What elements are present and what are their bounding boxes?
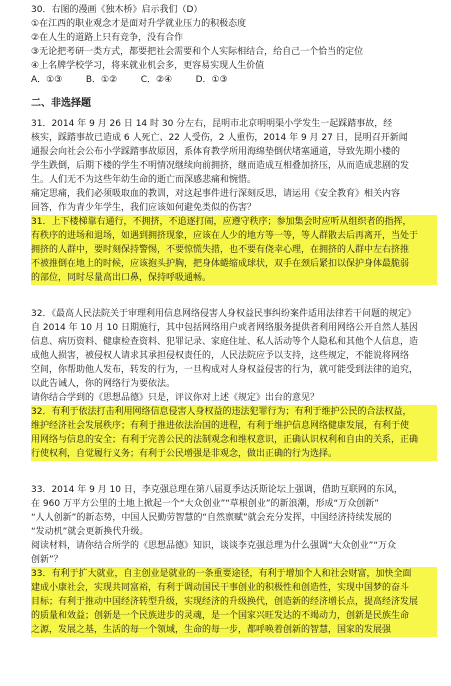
question-33-text-2: 在 960 万平方公里的土地上掀起一个“大众创业”“草根创业”的新浪潮，形成“万众创新” — [31, 499, 379, 509]
answer-32-line-2: 维护经济社会发展秩序；有利于推进依法治国的进程，有利于维护信息网络健康发展，有利于使 — [31, 421, 410, 431]
question-32-text-3: 信息、病历资料、健康检查资料、犯罪记录、家庭住址、私人活动等个人隐私和其他个人信息，造 — [31, 337, 419, 347]
option-d: D．①③ — [195, 75, 228, 85]
answer-31-line-3: 拥挤的人群中，要时刻保持警惕，不要惊慌失措，也不要有侥幸心理，在拥挤的人群中左右挤推 — [31, 245, 410, 255]
question-32 — [31, 307, 437, 461]
question-32-text-4: 成他人损害，被侵权人请求其承担侵权责任的，人民法院应予以支持，这些规定，不能说将网络 — [31, 351, 410, 361]
question-32-text-1: 32．《最高人民法院关于审理利用信息网络侵害人身权益民事纠纷案件适用法律若干问题的规定》 — [31, 309, 416, 319]
question-31-prompt-1: 痛定思痛，我们必须吸取血的教训，对这起事件进行深刻反思，请运用《安全教育》相关内容 — [31, 189, 401, 199]
question-33 — [31, 483, 437, 637]
question-31-answer — [31, 215, 437, 285]
question-31-text-4: 学生跌倒，后期下楼的学生不明情况继续向前拥挤，继而造成互相叠加挤压，从而造成悲剧的发 — [31, 161, 410, 171]
answer-31-line-2: 有秩序的进场和退场，如遇到拥挤现象，应该在人少的地方等一等，等人群散去后再离开，当处于 — [31, 231, 419, 241]
answer-32-line-3: 用网络与信息的安全；有利于完善公民的法制观念和维权意识，正确认识权利和自由的关系，正确 — [31, 435, 419, 445]
question-32-prompt: 请你结合学到的《思想品德》只是，评议你对上述《规定》出台的意见？ — [31, 393, 320, 403]
question-32-text-2: 自 2014 年 10 月 10 日期施行，其中包括网络用户或者网络服务提供者利用网络公开自然人基因 — [31, 323, 418, 333]
question-31 — [31, 117, 437, 285]
answer-31-line-4: 不被推倒在地上的时候，应该抱头护胸，把身体蜷缩成球状，双手在颈后紧扣以保护身体最脆弱 — [31, 259, 410, 269]
answer-33-line-5: 之源，发展之基，生活的每一个领域，生命的每一步，都呼唤着创新的智慧，国家的发展强 — [31, 625, 392, 635]
question-30 — [31, 3, 437, 87]
question-33-answer — [31, 567, 437, 637]
answer-31-line-1: 31．上下楼梯靠右通行，不拥挤，不追逐打闹，应遵守秩序；参加集会时应听从组织者的指挥， — [31, 217, 412, 227]
answer-33-line-2: 建成小康社会，实现共同富裕，有利于调动国民干事创业的积极性和创造性，实现中国梦的奋斗 — [31, 583, 410, 593]
question-30-item-2: ②在人生的道路上只有竞争，没有合作 — [31, 33, 184, 43]
question-30-options — [31, 73, 437, 87]
option-a: A．①③ — [31, 75, 63, 85]
option-c: C．②④ — [140, 75, 173, 85]
answer-33-line-1: 33．有利于扩大就业，自主创业是就业的一条重要途径，有利于增加个人和社会财富，加快全面 — [31, 569, 412, 579]
question-31-prompt-2: 回答，作为青少年学生，我们应该如何避免类似的伤害？ — [31, 203, 257, 213]
question-32-answer — [31, 405, 437, 461]
question-33-text-1: 33．2014 年 9 月 10 日，李克强总理在第八届夏季达沃斯论坛上强调，借助互联网的东风， — [31, 485, 403, 495]
question-33-text-4: “发动机”就会更新换代升级。 — [31, 527, 149, 537]
answer-31-line-5: 的部位，同时尽量高出口鼻，保持呼吸通畅。 — [31, 273, 212, 283]
question-31-text-5: 生。人们无不为这些年幼生命的逝亡而深感悲痛和惋惜。 — [31, 175, 257, 185]
question-32-text-5: 空间，你帮助他人发布，转发的行为，一旦构成对人身权益侵害的行为，就可能受到法律的追究， — [31, 365, 419, 375]
answer-32-line-1: 32．有利于依法打击利用网络信息侵害人身权益的违法犯罪行为；有利于维护公民的合法权益， — [31, 407, 412, 417]
answer-33-line-4: 的质量和效益；创新是一个民族进步的灵魂，是一个国家兴旺发达的不竭动力，创新是民族生命 — [31, 611, 410, 621]
option-b: B．①② — [85, 75, 118, 85]
question-33-prompt-1: 阅读材料，请你结合所学的《思想品德》知识，谈谈李克强总理为什么强调“大众创业”“万众 — [31, 541, 396, 551]
question-31-text-3: 通报会向社会公布小学踩踏事故原因，系体育教学所用海绵垫倒伏堵塞通道，导致先期小楼的 — [31, 147, 401, 157]
question-30-item-3: ③无论把考研一类方式，都要把社会需要和个人实际相结合，给自己一个恰当的定位 — [31, 47, 364, 57]
question-31-text-2: 核实，踩踏事故已造成 6 人死亡、22 人受伤，2 人重伤，2014 年 9 月 27 日，昆明召开新闻 — [31, 133, 408, 143]
question-30-item-4: ④上名牌学校学习，将来就业机会多，更容易实现人生价值 — [31, 61, 265, 71]
question-30-item-1: ①在江西的职业观念才是面对升学就业压力的积极态度 — [31, 19, 247, 29]
question-32-text-6: 以此告诫人，你的网络行为要依法。 — [31, 379, 176, 389]
question-31-text-1: 31．2014 年 9 月 26 日 14 时 30 分左右，昆明市北京明明渠小学发生一起踩踏事故，经 — [31, 119, 393, 129]
question-33-text-3: “人人创新”的新态势，中国人民勤劳智慧的“自然禀赋”就会充分发挥，中国经济持续发展的 — [31, 513, 392, 523]
question-33-prompt-2: 创新”？ — [31, 555, 63, 565]
answer-33-line-3: 目标；有利于推动中国经济转型升级，实现经济的升级换代，创造新的经济增长点，提高经济发展 — [31, 597, 419, 607]
answer-32-line-4: 行使权利，自觉履行义务；有利于公民增强是非观念，做出正确的行为选择。 — [31, 449, 338, 459]
question-30-stem: 30．右图的漫画《独木桥》启示我们（D） — [31, 5, 203, 15]
section-title-non-choice: 二、非选择题 — [31, 98, 91, 109]
